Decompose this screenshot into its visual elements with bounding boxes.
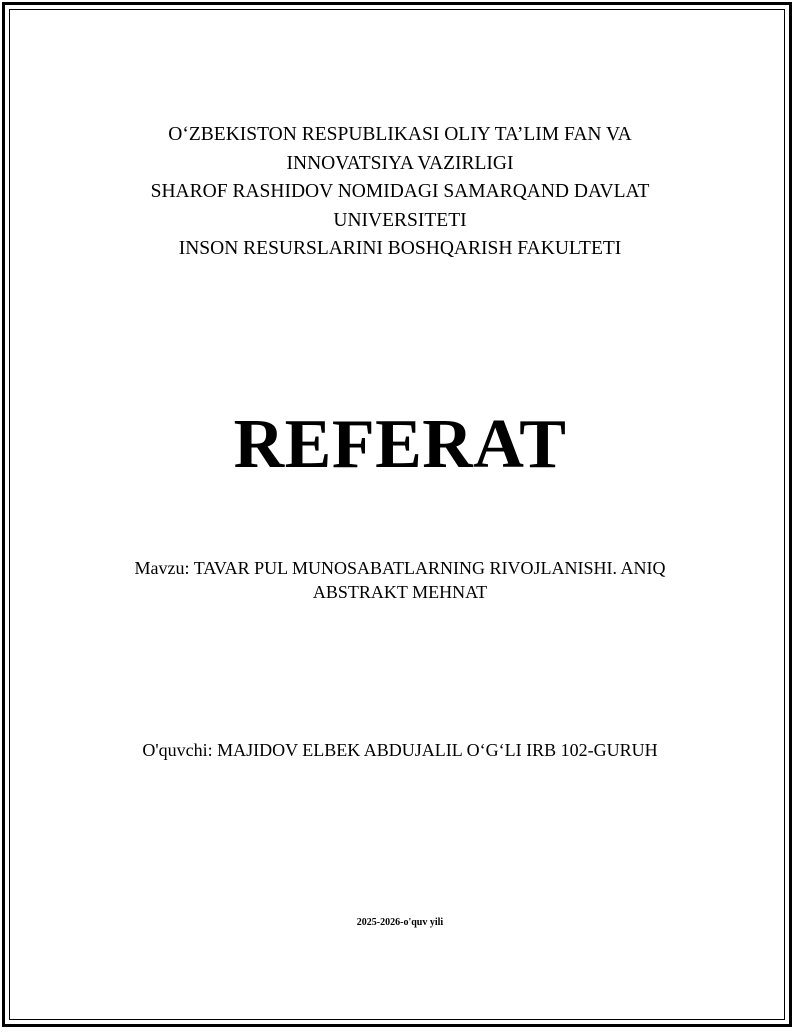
- header-line-university-2: UNIVERSITETI: [333, 209, 467, 231]
- student-info: O'quvchi: MAJIDOV ELBEK ABDUJALIL O‘G‘LI IRB 102-GURUH: [142, 740, 658, 760]
- header-line-faculty: INSON RESURSLARINI BOSHQARISH FAKULTETI: [178, 238, 622, 259]
- header-line-ministry-2: INNOVATSIYA VAZIRLIGI: [286, 152, 514, 174]
- document-title: REFERAT: [233, 406, 567, 483]
- academic-year: 2025-2026-o'quv yili: [356, 917, 444, 928]
- institution-header: [60, 121, 740, 264]
- topic-line-1: Mavzu: TAVAR PUL MUNOSABATLARNING RIVOJLANISHI. ANIQ: [134, 558, 666, 578]
- header-line-university-1: SHAROF RASHIDOV NOMIDAGI SAMARQAND DAVLAT: [150, 181, 650, 202]
- topic-line-2: ABSTRAKT MEHNAT: [312, 582, 488, 602]
- header-line-ministry-1: O‘ZBEKISTON RESPUBLIKASI OLIY TA’LIM FAN VA: [168, 124, 632, 145]
- topic-block: [60, 556, 740, 604]
